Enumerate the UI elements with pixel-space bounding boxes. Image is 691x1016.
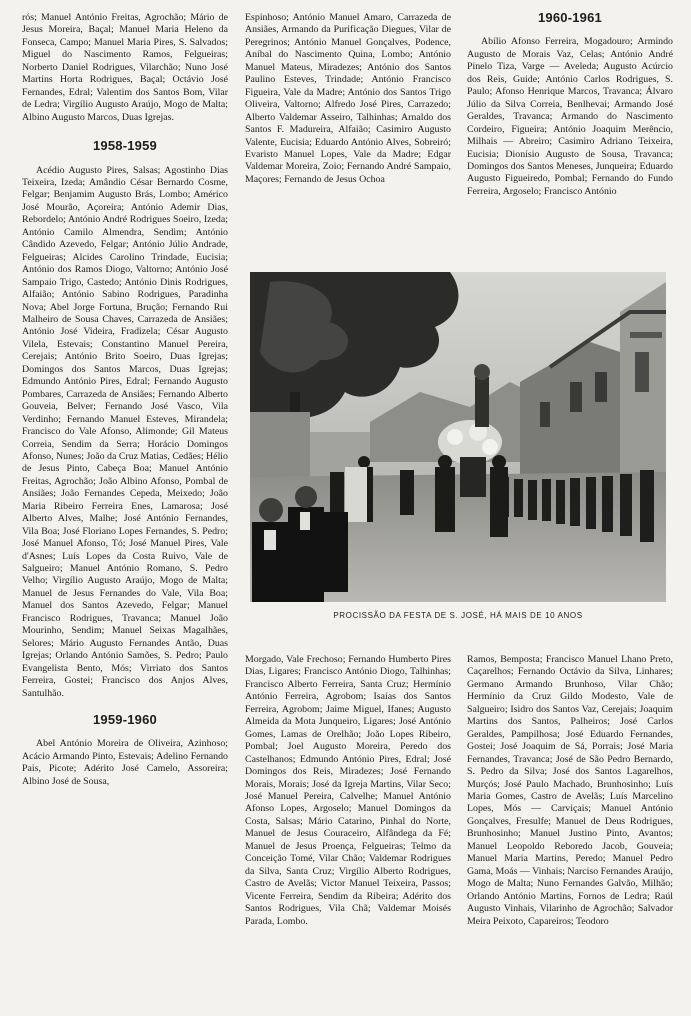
photo-caption: PROCISSÃO DA FESTA DE S. JOSÉ, HÁ MAIS DE 10 ANOS (333, 611, 583, 620)
section-heading-1960-1961: 1960-1961 (538, 10, 602, 25)
name-list-1960-1961: Abílio Afonso Ferreira, Mogadouro; Armindo Augusto de Morais Vaz, Celas; António André Pinelo Tiza, Varge — Aveleda; Augusto Acúrcio dos Reis, Guide; António Carlos Rodrigues, S. Paulo; Afonso Henrique Marcos, Travanca; Álvaro Júlio da Silva Correia, Benlhevai; Armando José Geraldes, Travanca; Armando do Nascimento Cordeiro, Figueira; António Joaquim Merêncio, Milhais — Abreiro; Casimiro Adriano Teixeira, Eucisia; Dionísio Augusto de Sousa, Travanca; Domingos dos Santos Meneses, Junqueira; Eduardo Augusto Figueiredo, Pombal; Fernando do Fundo Ferreira, Argoselo; Francisco António (467, 36, 673, 197)
name-list-1959-1960-start: Abel António Moreira de Oliveira, Azinhoso; Acácio Armando Pinto, Estevais; Adelino Fernando Pais, Picote; Adérito José Camelo, Assoreira; Albino José de Sousa, (22, 738, 228, 787)
section-heading-1959-1960: 1959-1960 (93, 712, 157, 728)
name-list-1960-1961-cont-right: Ramos, Bemposta; Francisco Manuel Lhano Preto, Caçarelhos; Fernando Octávio da Silva, Linhares; Germano Armando Brunhoso, Vilar Chão; Hermínio da Cruz Gildo Modesto, Vale de Salgueiro; Isidro dos Santos Vaz, Cerejais; Joaquim Martins dos Santos, Palheiros; José Carlos Geraldes, Pampilhosa; José Eduardo Fernandes, Gostei; José Joaquim de Sá, Porrais; José Maria Fernandes, Travanca; José de São Pedro Bernardo, S. Pedro da Silva; José dos Santos Lagarelhos, Murçós; José Paulo Machado, Brunhosinho; Luís Maria Gomes, Castro de Avelãs; Luís Marcelino Lopes, Mós — Carviçais; Manuel António Gonçalves, Fresulfe; Manuel de Deus Rodrigues, Brunhosinho; Manuel Justino Pinto, Avantos; Manuel Leopoldo Reboredo Jacob, Gouveia; Manuel Maria Martins, Peredo; Manuel Pedro Gama, Moás — Vinhais; Narciso Fernandes Araújo, Mogo de Malta; Nuno Fernandes Galvão, Milhão; Orlando António Martins, Fornos de Ledra; Raúl Augusto Vinhais, Vilarinho de Agrochão; Salvador Meira Peixoto, Capareiros; Teodoro (467, 654, 674, 927)
column-middle-top (245, 12, 451, 186)
procession-photo-illustration (250, 272, 666, 602)
name-list-1959-1960-cont: Espinhoso; António Manuel Amaro, Carrazeda de Ansiães, Armando da Purificação Diegues, Vilar de Peregrinos; António Manuel Gonçalves, Podence, Aníbal do Nascimento Quina, Lombo; António Manuel Mateus, Miradezes; António dos Santos Paulino Esteves, Trindade; António Francisco Figueira, Vale da Madre; António dos Santos Trigo Oliveira, Valtorno; Alfredo José Pires, Carrazedo; Alberto Valdemar Asseiro, Talhinhas; Arnaldo dos Santos F. Madureira, Alfaião; Casimiro Augusto Valente, Eucisia; Eduardo António Alves, Sobreiró; Evaristo Manuel Lopes, Vale da Madre; Edgar Valdemar Moreira, Zoio; Fernando André Sampaio, Maçores; Fernando de Jesus Ochoa (245, 12, 451, 185)
column-right-top (467, 12, 673, 198)
name-list-continuation: rós; Manuel António Freitas, Agrochão; Mário de Jesus Moreira, Baçal; Manuel Maria Heleno da Fonseca, Campo; Manuel Maria Pires, S. Salvados; Miguel do Nascimento Ramos, Felgueiras; Norberto Daniel Rodrigues, Vilarchão; Nuno José Martins Horta Rodrigues, Baçal; Octávio José Fernandes, Edral; Valentim dos Santos Bom, Vilar de Ledra; Virgílio Augusto Araújo, Mogo de Malta; Albino Augusto Marcos, Duas Igrejas. (22, 12, 228, 123)
section-heading-1958-1959: 1958-1959 (93, 138, 157, 154)
column-left (22, 12, 228, 788)
column-middle-bottom (245, 654, 451, 928)
name-list-1958-1959: Acédio Augusto Pires, Salsas; Agostinho Dias Teixeira, Izeda; Amândio César Bernardo Cosme, Felgar; Benjamim Augusto Brás, Lombo; Américo José Mourão, Açoreira; António Ademir Dias, Rebordelo; António André Rodrigues Soeiro, Izeda; António Camilo Almendra, Sendim; António Cândido Azevedo, Felgar; António Júlio Andrade, Felgueiras; Alcides Carolino Trindade, Eucisia; António dos Ramos Diogo, Valtorno; António José Sampaio Trigo, Castedo; António Dinis Rodrigues, Alfaião; António Sabino Rodrigues, Paradinha Nova; Abel Jorge Fortuna, Brução; Fernando Rui Malheiro de Sousa Chaves, Carrazeda de Ansiães; António José Videira, Fradizela; César Augusto Vilela, Estevais; Constantino Manuel Pereira, Cerejais; António Brito Soeiro, Duas Igrejas; Domingos dos Santos Marcos, Duas Igrejas; Edmundo António Pires, Edral; Fernando Augusto Pombares, Carrazeda de Ansiães; Fernando Alberto Gouveia, Belver; Fernando José Vasco, Vila Verdinho; Fernando Manuel Esteves, Mirandela; Francisco do Vale Afonso, Alimonde; Gil Mateus Correia, Sendim da Serra; Horácio Domingos Afonso, Nunes; João da Cruz Matias, Cedães; Hélio de Jesus Pinto, Cabeça Boa; Manuel António Freitas, Agrochão; João Albino Afonso, Pombal de Ansiães; João Fernandes Cepeda, Meixedo; João Maria Ribeiro Ferreira Enes, Lamarosa; José Alberto Alves, Malhe; José António Fernandes, Vila Boa; José Floriano Lopes Fernandes, S. Pedro; José Manuel Afonso, Tó; José Manuel Pires, Vale d'Asnes; Luís Lopes da Costa Ruivo, Vale de Salgueiro; Manuel António Romano, S. Pedro Velho; Virgílio Augusto Araújo, Mogo de Malta; Manuel de Jesus Fernandes do Vale, Vila Boa; Manuel dos Santos Azevedo, Felgar; Manuel Francisco Rodrigues, Travanca; Manuel João Mourinho, Sendim; Manuel Seixas Magalhães, Selores; Mário Augusto Fernandes Antão, Duas Igrejas; Orlando António Samões, S. Pedro; Paulo Evangelista Bento, Mós; Virriato dos Santos Ferreira, Gostei; Francisco dos Anjos Alves, Santulhão. (22, 164, 228, 699)
column-right-bottom (467, 654, 673, 928)
procession-photo (250, 272, 666, 602)
name-list-1960-1961-cont-middle: Morgado, Vale Frechoso; Fernando Humberto Pires Dias, Ligares; Francisco António Diogo, Talhinhas; Francisco Alberto Ferreira, Santa Cruz; Hermínio António Ferreira, Agrobom; Isaías dos Santos Ferreira, Agrobom; Jaime Miguel, Ifanes; Augusto Almeida da Mota Junqueiro, Ligares; José António Gomes, Lamas de Orelhão; João Lopes Ribeiro, Pombal; Joel Augusto Moreira, Peredo dos Castelhanos; Edmundo António Pires, Edral; José Domingos dos Reis, Miradezes; José Fernando Morais, Morais; José da Igreja Martins, Vilar Seco; José Manuel Pereira, Calvelhe; Manuel António Afonso Lopes, Argoselo; Manuel Domingos da Costa, Salsas; Mário Catarino, Pinhal do Norte, Manuel de Jesus Couraceiro, Alfândega da Fé; Manuel de Jesus Proença, Felgueiras; Telmo da Conceição Tomé, Vilar Chão; Valdemar Rodrigues da Silva, Santa Cruz; Virgílio Alberto Rodrigues, Castro de Avelãs; Victor Manuel Teixeira, Passos; Vicente Ferreira, Sendim da Ribeira; Adérito dos Santos Rodrigues, Vila Chã; Valdemar Moisés Parada, Lombo. (245, 654, 451, 927)
